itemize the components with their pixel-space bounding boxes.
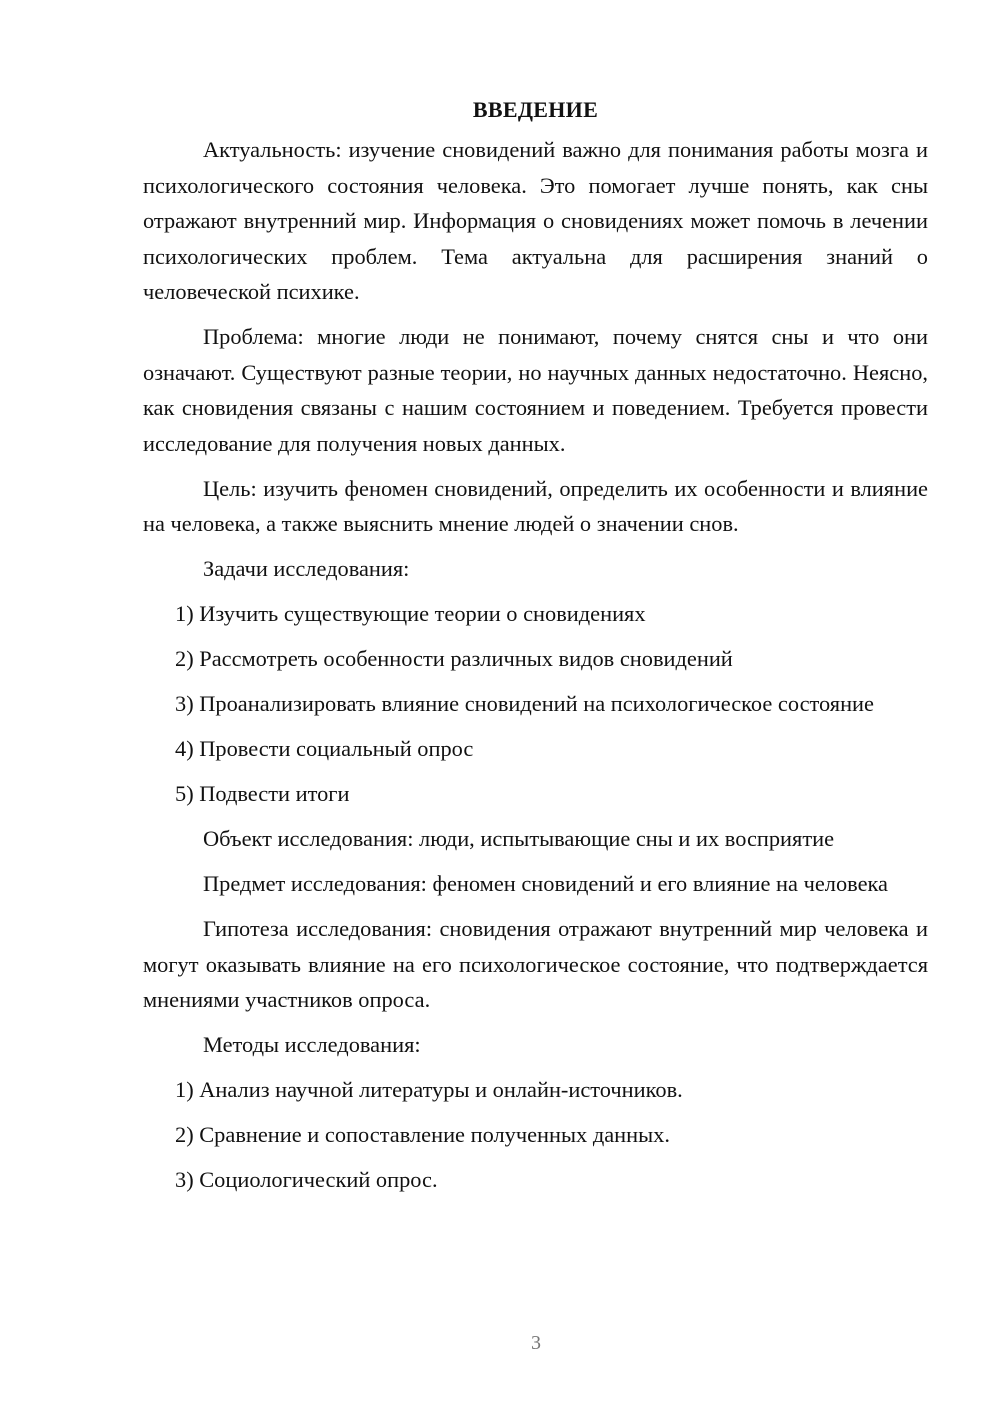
task-item-3: 3) Проанализировать влияние сновидений на психологическое состояние (175, 691, 874, 716)
tasks-heading: Задачи исследования: (203, 556, 410, 581)
paragraph-problem: Проблема: многие люди не понимают, почему снятся сны и что они означают. Существуют разные теории, но научных данных недостаточно. Неясно, как сновидения связаны с нашим состоянием и поведением. Требуется провести исследование для получения новых данных. (143, 324, 928, 456)
task-item-4: 4) Провести социальный опрос (175, 736, 474, 761)
page-number: 3 (531, 1332, 541, 1354)
task-item-1: 1) Изучить существующие теории о сновидениях (175, 601, 646, 626)
methods-heading: Методы исследования: (203, 1032, 421, 1057)
paragraph-relevance: Актуальность: изучение сновидений важно для понимания работы мозга и психологического состояния человека. Это помогает лучше понять, как сны отражают внутренний мир. Информация о сновидениях может помочь в лечении психологических проблем. Тема актуальна для расширения знаний о человеческой психике. (143, 137, 928, 304)
document-page (143, 92, 928, 1198)
paragraph-subject: Предмет исследования: феномен сновидений и его влияние на человека (203, 871, 888, 896)
page-title: ВВЕДЕНИЕ (472, 97, 599, 122)
method-item-3: 3) Социологический опрос. (175, 1167, 438, 1192)
paragraph-object: Объект исследования: люди, испытывающие сны и их восприятие (203, 826, 835, 851)
paragraph-hypothesis: Гипотеза исследования: сновидения отражают внутренний мир человека и могут оказывать влияние на его психологическое состояние, что подтверждается мнениями участников опроса. (143, 916, 928, 1012)
paragraph-goal: Цель: изучить феномен сновидений, определить их особенности и влияние на человека, а также выяснить мнение людей о значении снов. (143, 475, 928, 536)
method-item-2: 2) Сравнение и сопоставление полученных данных. (175, 1122, 670, 1147)
task-item-5: 5) Подвести итоги (175, 781, 350, 806)
method-item-1: 1) Анализ научной литературы и онлайн-источников. (175, 1077, 683, 1102)
task-item-2: 2) Рассмотреть особенности различных видов сновидений (175, 646, 733, 671)
